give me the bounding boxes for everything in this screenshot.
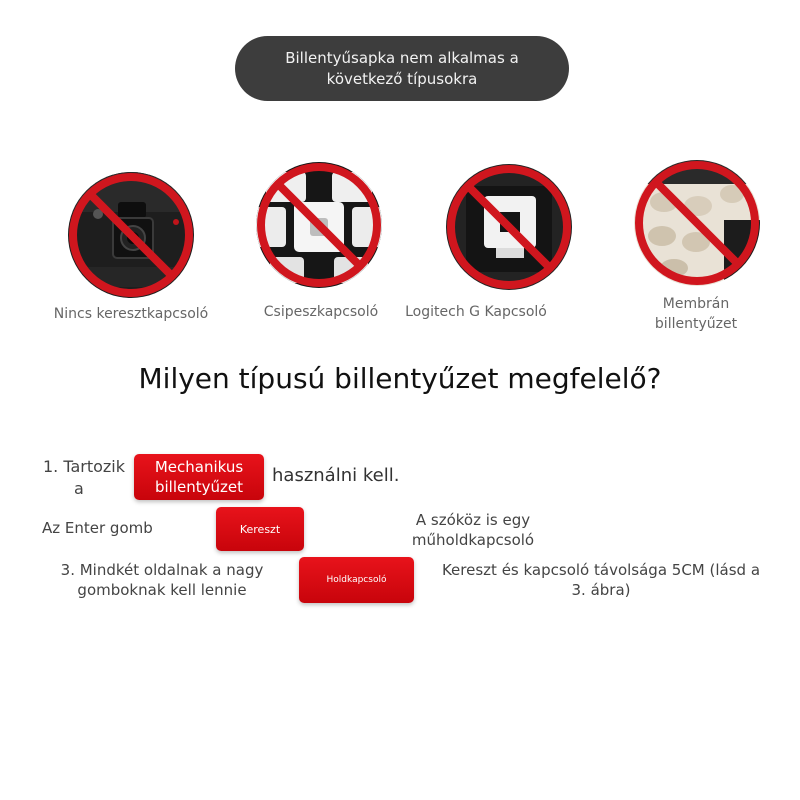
requirement-1-prefix: 1. Tartozik a	[42, 457, 126, 498]
requirement-2-label: Az Enter gomb	[42, 519, 153, 537]
banner-line-1: Billentyűsapka nem alkalmas a	[285, 48, 519, 67]
headline: Milyen típusú billentyűzet megfelelő?	[138, 362, 662, 395]
type-label-logitech-g: Logitech G Kapcsoló	[405, 304, 547, 320]
logitech-g-switch-icon	[446, 164, 572, 290]
clip-switch-icon	[256, 162, 382, 288]
membrane-keyboard-icon	[634, 160, 760, 286]
requirement-2-note: A szóköz is egy műholdkapcsoló	[411, 511, 535, 549]
unsuitable-types-banner	[235, 36, 569, 101]
cross-badge: Kereszt	[216, 507, 304, 551]
requirement-3-label: 3. Mindkét oldalnak a nagy gomboknak kell lennie	[60, 561, 264, 599]
type-label-no-cross: Nincs keresztkapcsoló	[53, 306, 209, 322]
mechanical-keyboard-badge: Mechanikus billentyűzet	[134, 454, 264, 500]
requirement-3-note: Kereszt és kapcsoló távolsága 5CM (lásd a 3. ábra)	[441, 561, 761, 599]
type-label-clip: Csipeszkapcsoló	[263, 304, 379, 320]
banner-line-2: következő típusokra	[326, 69, 478, 88]
satellite-switch-badge: Holdkapcsoló	[299, 557, 414, 603]
requirement-1-suffix: használni kell.	[272, 465, 400, 486]
type-label-membrane: Membrán billentyűzet	[654, 296, 738, 332]
no-cross-switch-icon	[68, 172, 194, 298]
